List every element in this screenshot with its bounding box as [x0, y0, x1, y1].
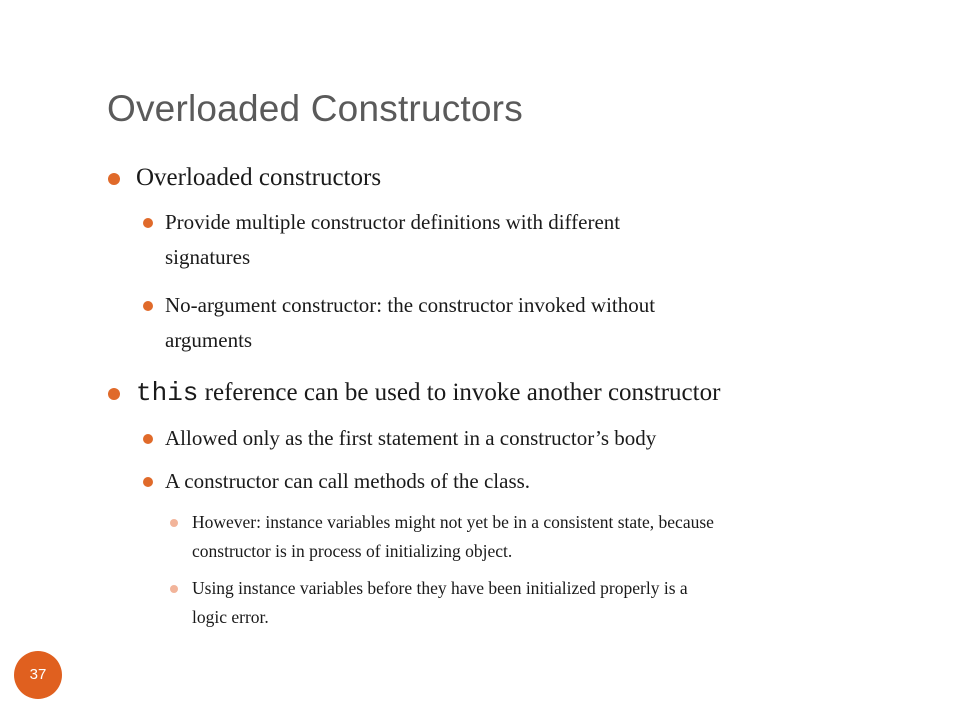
- bullet-text-continued: logic error.: [192, 607, 269, 627]
- bullet-dot-icon: [170, 519, 178, 527]
- bullet-dot-icon: [143, 434, 153, 444]
- bullet-text: However: instance variables might not yet be in a consistent state, because: [192, 512, 714, 532]
- bullet-dot-icon: [143, 301, 153, 311]
- bullet-dot-icon: [170, 585, 178, 593]
- bullet-text: Overloaded constructors: [136, 164, 382, 191]
- bullet-text-continued: signatures: [165, 245, 251, 269]
- bullet-text-continued: constructor is in process of initializing object.: [192, 541, 513, 561]
- bullet-text: reference can be used to invoke another constructor: [198, 379, 721, 406]
- page-number-badge: 37: [14, 651, 62, 699]
- bullet-text: Allowed only as the first statement in a constructor’s body: [165, 426, 657, 450]
- slide-title: Overloaded Constructors: [107, 88, 523, 129]
- code-keyword: this: [136, 378, 199, 408]
- bullet-dot-icon: [108, 173, 120, 185]
- bullet-dot-icon: [143, 218, 153, 228]
- bullet-dot-icon: [143, 477, 153, 487]
- bullet-text: A constructor can call methods of the class.: [165, 469, 531, 493]
- bullet-text: Provide multiple constructor definitions with different: [165, 210, 621, 234]
- bullet-dot-icon: [108, 388, 120, 400]
- bullet-text: No-argument constructor: the constructor invoked without: [165, 293, 656, 317]
- bullet-text-continued: arguments: [165, 328, 253, 352]
- bullet-text: Using instance variables before they have been initialized properly is a: [192, 578, 688, 598]
